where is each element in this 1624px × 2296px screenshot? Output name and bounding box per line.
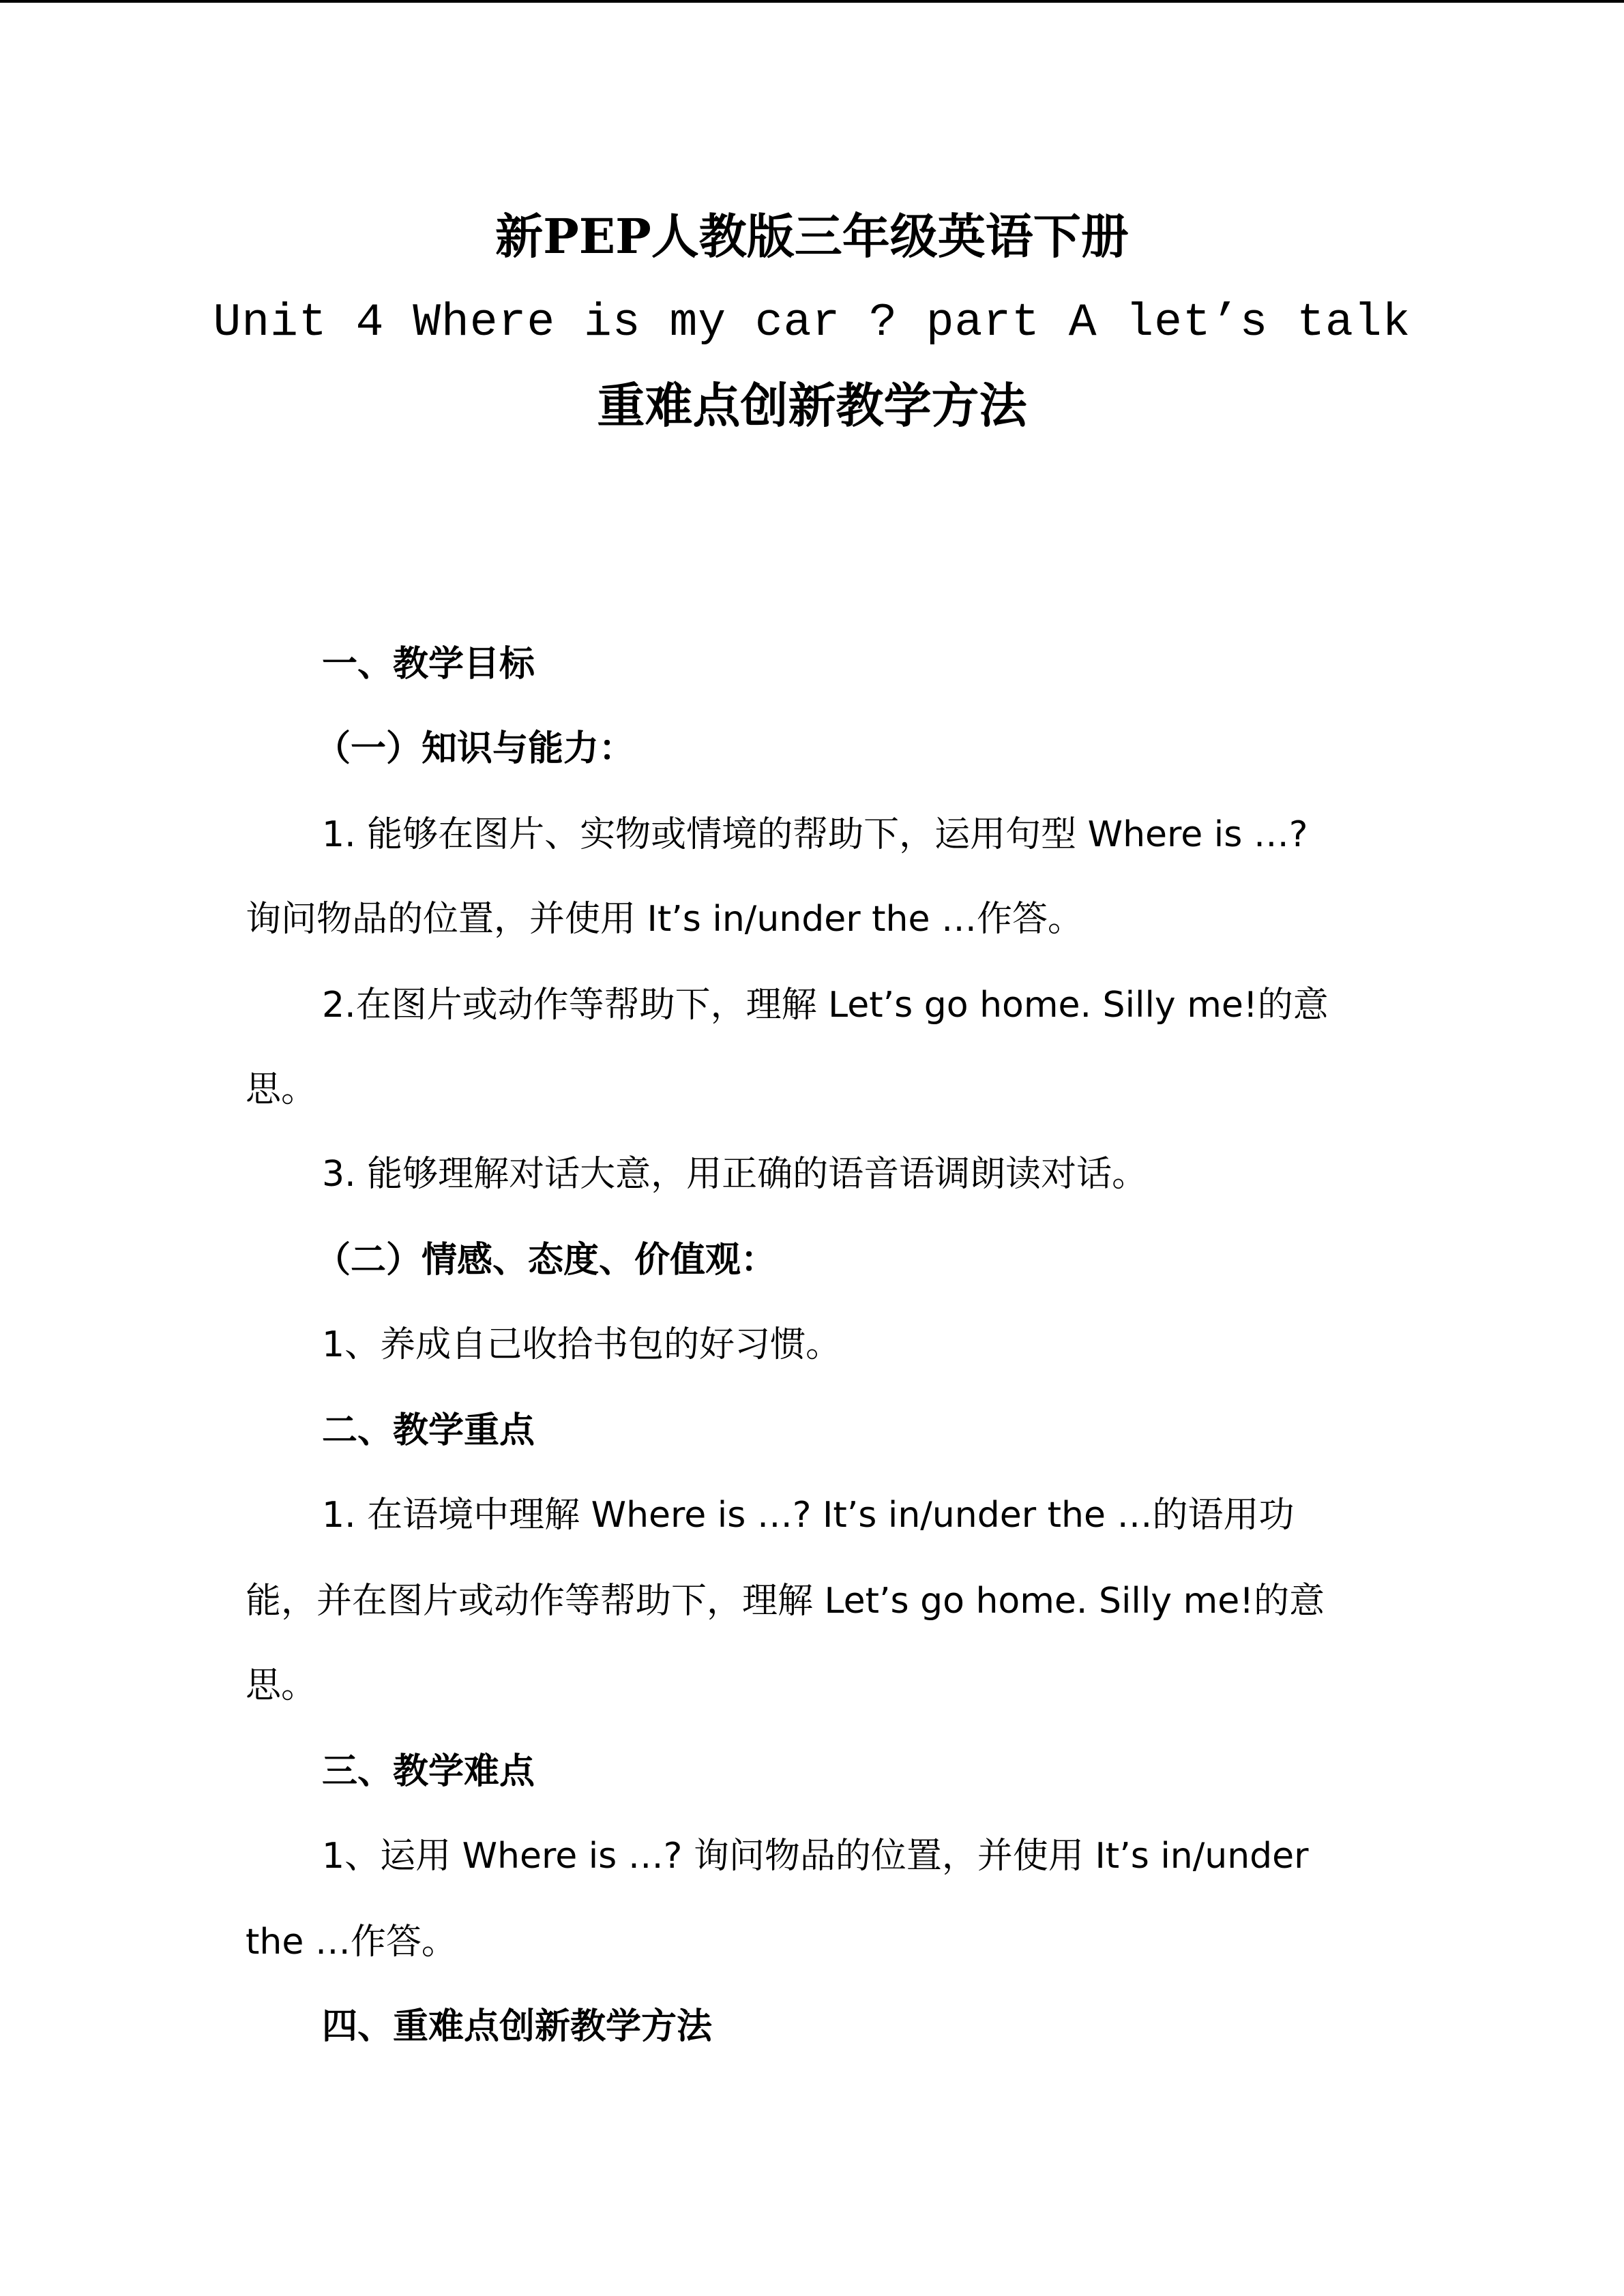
- objective-item-2-line-1: 2.在图片或动作等帮助下，理解 Let’s go home. Silly me!的意: [322, 985, 1329, 1026]
- difficulty-item-1-line-1: 1、运用 Where is …? 询问物品的位置，并使用 It’s in/under: [322, 1836, 1309, 1877]
- objective-item-1-line-2: 询问物品的位置，并使用 It’s in/under the …作答。: [246, 899, 1084, 940]
- values-item-1: 1、养成自己收拾书包的好习惯。: [322, 1324, 842, 1365]
- key-point-item-1-line-2: 能，并在图片或动作等帮助下，理解 Let’s go home. Silly me!的意: [246, 1581, 1325, 1622]
- document-title: 新PEP人教版三年级英语下册: [495, 208, 1129, 265]
- difficulty-item-1-line-2: the …作答。: [246, 1922, 457, 1963]
- objective-item-3: 3. 能够理解对话大意，用正确的语音语调朗读对话。: [322, 1154, 1148, 1195]
- section-heading-objectives: 一、教学目标: [322, 644, 535, 685]
- objective-item-1-line-1: 1. 能够在图片、实物或情境的帮助下，运用句型 Where is …?: [322, 814, 1308, 855]
- subsection-heading-knowledge: （一）知识与能力：: [315, 728, 635, 769]
- document-subtitle-unit: Unit 4 Where is my car ? part A let’s talk: [213, 297, 1411, 349]
- objective-item-2-line-2: 思。: [246, 1069, 317, 1110]
- section-heading-key-points: 二、教学重点: [322, 1410, 535, 1451]
- key-point-item-1-line-3: 思。: [246, 1665, 317, 1706]
- key-point-item-1-line-1: 1. 在语境中理解 Where is …? It’s in/under the …的语用功: [322, 1495, 1295, 1536]
- document-subtitle-topic: 重难点创新教学方法: [597, 377, 1027, 434]
- section-heading-methods: 四、重难点创新教学方法: [322, 2006, 713, 2047]
- subsection-heading-values: （二）情感、态度、价值观：: [315, 1240, 777, 1281]
- section-heading-difficulties: 三、教学难点: [322, 1751, 535, 1792]
